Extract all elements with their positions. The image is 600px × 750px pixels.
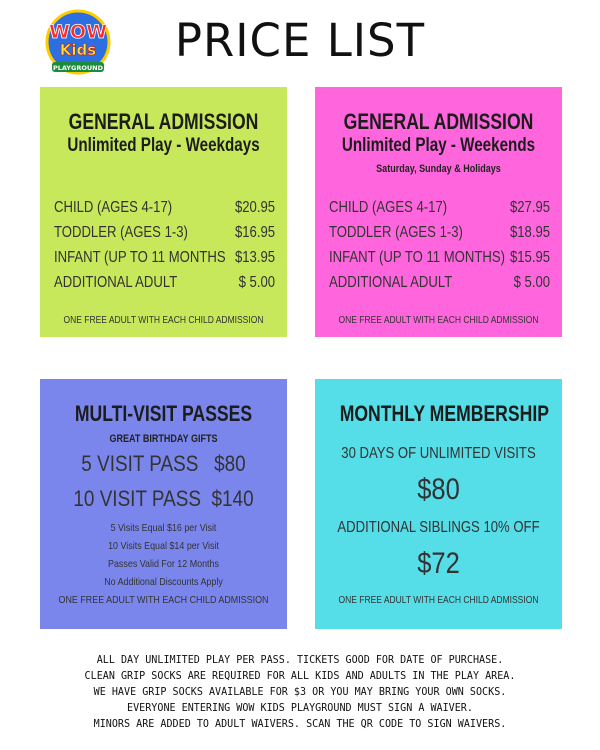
weekdays-price-table	[54, 199, 275, 299]
logo-playground-text: PLAYGROUND	[52, 64, 104, 72]
membership-sibling-price: $72	[417, 547, 460, 580]
page-title: PRICE LIST	[174, 14, 426, 67]
price-label: TODDLER (AGES 1-3)	[54, 224, 188, 241]
multi-visit-detail: 5 Visits Equal $16 per Visit	[110, 522, 217, 534]
monthly-membership-card	[315, 379, 562, 629]
weekends-footnote: ONE FREE ADULT WITH EACH CHILD ADMISSION	[338, 315, 539, 326]
price-label: CHILD (AGES 4-17)	[54, 199, 173, 216]
price-label: TODDLER (AGES 1-3)	[329, 224, 463, 241]
policy-notes	[0, 652, 600, 732]
price-label: ADDITIONAL ADULT	[329, 274, 453, 291]
weekdays-admission-card	[40, 87, 287, 337]
multi-visit-detail: 10 Visits Equal $14 per Visit	[108, 540, 219, 552]
price-value: $15.95	[509, 249, 551, 266]
policy-line: ALL DAY UNLIMITED PLAY PER PASS. TICKETS GOOD FOR DATE OF PURCHASE.	[96, 654, 504, 666]
membership-footnote: ONE FREE ADULT WITH EACH CHILD ADMISSION	[338, 595, 539, 606]
multi-visit-card	[40, 379, 287, 629]
five-visit-pass: 5 VISIT PASS $80	[81, 451, 246, 476]
price-label: CHILD (AGES 4-17)	[329, 199, 448, 216]
price-value: $20.95	[234, 199, 276, 216]
price-row	[329, 199, 550, 224]
multi-visit-detail: No Additional Discounts Apply	[104, 576, 223, 588]
price-label: INFANT (UP TO 11 MONTHS)	[329, 249, 505, 266]
price-value: $ 5.00	[238, 274, 276, 291]
policy-line: WE HAVE GRIP SOCKS AVAILABLE FOR $3 OR YOU MAY BRING YOUR OWN SOCKS.	[93, 686, 507, 698]
price-row	[54, 224, 275, 249]
weekends-days: Saturday, Sunday & Holidays	[376, 163, 501, 175]
weekends-title: GENERAL ADMISSION	[343, 109, 534, 134]
price-label: INFANT (UP TO 11 MONTHS	[54, 249, 226, 266]
price-value: $16.95	[234, 224, 276, 241]
price-value: $27.95	[509, 199, 551, 216]
multi-visit-title: MULTI-VISIT PASSES	[74, 401, 253, 426]
wow-kids-logo	[36, 8, 120, 78]
logo-kids-text: Kids	[59, 41, 97, 59]
weekdays-subtitle: Unlimited Play - Weekdays	[67, 135, 260, 156]
policy-line: MINORS ARE ADDED TO ADULT WAIVERS. SCAN THE QR CODE TO SIGN WAIVERS.	[93, 718, 507, 730]
weekdays-title: GENERAL ADMISSION	[68, 109, 259, 134]
price-row	[54, 249, 275, 274]
membership-price: $80	[417, 473, 460, 506]
multi-visit-subtitle: GREAT BIRTHDAY GIFTS	[109, 433, 218, 445]
price-row	[54, 199, 275, 224]
price-value: $ 5.00	[513, 274, 551, 291]
policy-line: EVERYONE ENTERING WOW KIDS PLAYGROUND MUST SIGN A WAIVER.	[127, 702, 473, 714]
logo-wow-text: WOW	[48, 21, 108, 43]
weekends-price-table	[329, 199, 550, 299]
price-row	[329, 224, 550, 249]
policy-line: CLEAN GRIP SOCKS ARE REQUIRED FOR ALL KIDS AND ADULTS IN THE PLAY AREA.	[84, 670, 516, 682]
price-row	[329, 249, 550, 274]
membership-visits: 30 DAYS OF UNLIMITED VISITS	[341, 445, 536, 462]
weekends-admission-card	[315, 87, 562, 337]
price-value: $13.95	[234, 249, 276, 266]
price-row	[329, 274, 550, 299]
membership-title: MONTHLY MEMBERSHIP	[339, 401, 549, 426]
price-value: $18.95	[509, 224, 551, 241]
multi-visit-detail: Passes Valid For 12 Months	[108, 558, 219, 570]
weekends-subtitle: Unlimited Play - Weekends	[341, 135, 536, 156]
membership-siblings: ADDITIONAL SIBLINGS 10% OFF	[337, 519, 540, 536]
weekdays-footnote: ONE FREE ADULT WITH EACH CHILD ADMISSION	[63, 315, 264, 326]
price-row	[54, 274, 275, 299]
ten-visit-pass: 10 VISIT PASS $140	[73, 486, 254, 511]
price-label: ADDITIONAL ADULT	[54, 274, 178, 291]
multi-visit-footnote: ONE FREE ADULT WITH EACH CHILD ADMISSION	[58, 594, 269, 606]
